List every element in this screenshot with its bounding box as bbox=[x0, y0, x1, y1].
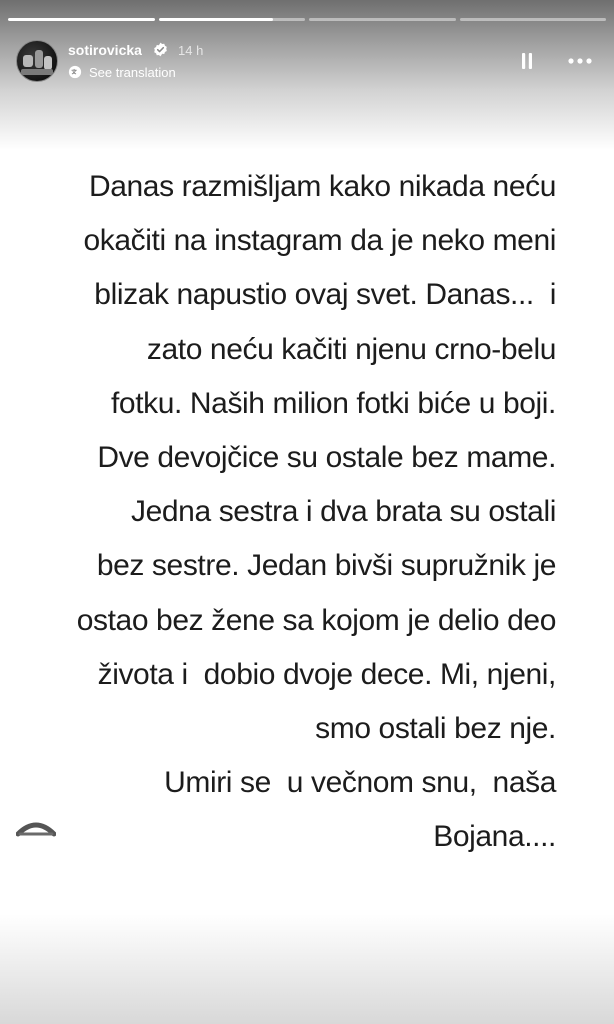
story-text-line: bez sestre. Jedan bivši supružnik je bbox=[96, 549, 556, 583]
story-text-line: Jedna sestra i dva brata su ostali bbox=[131, 495, 556, 529]
story-text-line: zato neću kačiti njenu crno-belu bbox=[146, 332, 556, 366]
translate-icon bbox=[68, 65, 82, 79]
story-text bbox=[20, 160, 556, 865]
progress-segment bbox=[309, 18, 456, 21]
username[interactable]: sotirovicka bbox=[68, 42, 142, 58]
story-text-line: Danas razmišljam kako nikada neću bbox=[88, 170, 556, 203]
progress-fill bbox=[8, 18, 155, 21]
see-translation-link[interactable]: See translation bbox=[89, 65, 176, 80]
progress-segment bbox=[8, 18, 155, 21]
more-options-icon[interactable] bbox=[564, 50, 596, 72]
verified-badge-icon bbox=[153, 42, 168, 57]
story-text-line: smo ostali bez nje. bbox=[315, 712, 556, 746]
story-progress-bar bbox=[8, 18, 606, 21]
progress-segment bbox=[159, 18, 306, 21]
side-handle-icon[interactable] bbox=[16, 818, 56, 838]
pause-icon[interactable] bbox=[516, 50, 538, 72]
story-text-line: Dve devojčice su ostale bez mame. bbox=[97, 441, 556, 475]
progress-fill bbox=[159, 18, 273, 21]
story-header bbox=[16, 38, 598, 84]
progress-segment bbox=[460, 18, 607, 21]
story-text-line: Bojana.... bbox=[433, 820, 556, 854]
story-text-line: Umiri se u večnom snu, naša bbox=[164, 766, 556, 800]
avatar[interactable] bbox=[16, 40, 58, 82]
story-text-line: blizak napustio ovaj svet. Danas... i bbox=[94, 278, 556, 312]
post-time: 14 h bbox=[178, 43, 204, 58]
story-text-line: života i dobio dvoje dece. Mi, njeni, bbox=[97, 657, 556, 691]
story-text-line: ostao bez žene sa kojom je delio deo bbox=[76, 603, 556, 637]
story-text-line: fotku. Naših milion fotki biće u boji. bbox=[110, 386, 556, 420]
story-text-line: okačiti na instagram da je neko meni bbox=[83, 224, 556, 258]
footer-gradient bbox=[0, 914, 614, 1024]
